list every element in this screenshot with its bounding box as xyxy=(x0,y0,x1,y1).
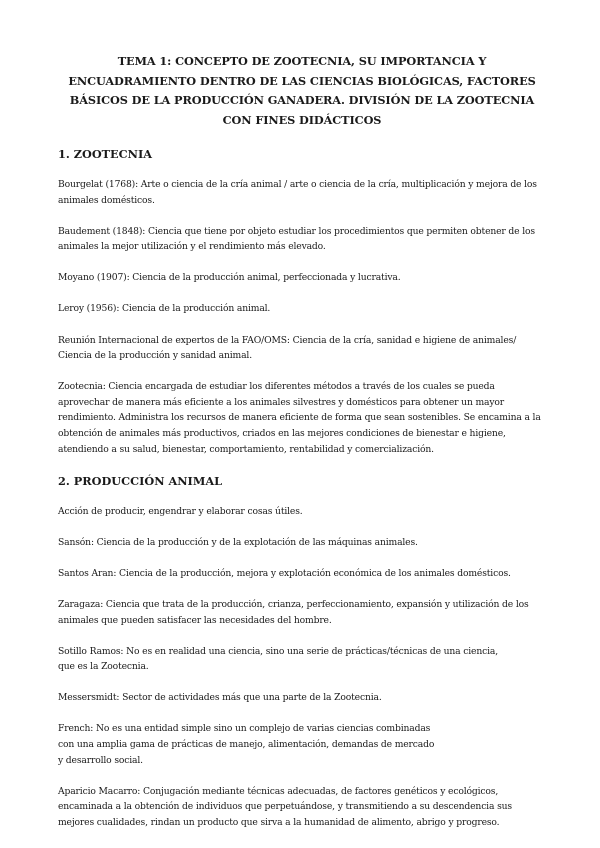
paragraph-santos-aran: Santos Aran: Ciencia de la producción, mejora y explotación económica de los animales domésticos. xyxy=(58,567,511,579)
section-heading-produccion-animal: 2. PRODUCCIÓN ANIMAL xyxy=(58,473,223,488)
paragraph-accion: Acción de producir, engendrar y elaborar cosas útiles. xyxy=(58,505,303,517)
paragraph-zootecnia-definition: Zootecnia: Ciencia encargada de estudiar los diferentes métodos a través de los cuales se pueda aprovechar de manera más eficiente a los animales silvestres y domésticos para obtener un mayor rendimiento. Administra los recursos de manera eficiente de forma que sean sostenibles. Se encamina a la obtención de animales más productivos, criados en las mejores condiciones de bienestar e higiene, atendiendo a su salud, bienestar, comportamiento, rentabilidad y comercialización. xyxy=(58,381,541,455)
paragraph-french: French: No es una entidad simple sino un complejo de varias ciencias combinadas con una amplia gama de prácticas de manejo, alimentación, demandas de mercado y desarrollo social. xyxy=(58,723,435,766)
document-page xyxy=(58,52,546,846)
paragraph-aparicio-macarro: Aparicio Macarro: Conjugación mediante técnicas adecuadas, de factores genéticos y ecológicos, encaminada a la obtención de individuos que perpetuándose, y transmitiendo a su descendencia sus mejores cualidades, rindan un producto que sirva a la humanidad de alimento, abrigo y progreso. xyxy=(58,785,512,828)
paragraph-sotillo-ramos: Sotillo Ramos: No es en realidad una ciencia, sino una serie de prácticas/técnicas de una ciencia, que es la Zootecnia. xyxy=(58,645,498,673)
paragraph-messersmidt: Messersmidt: Sector de actividades más que una parte de la Zootecnia. xyxy=(58,692,382,704)
paragraph-fao-oms: Reunión Internacional de expertos de la FAO/OMS: Ciencia de la cría, sanidad e higiene de animales/ Ciencia de la producción y sanidad animal. xyxy=(58,334,517,362)
paragraph-leroy: Leroy (1956): Ciencia de la producción animal. xyxy=(58,303,271,315)
paragraph-baudement: Baudement (1848): Ciencia que tiene por objeto estudiar los procedimientos que permiten obtener de los animales la mejor utilización y el rendimiento más elevado. xyxy=(58,225,535,253)
document-title: TEMA 1: CONCEPTO DE ZOOTECNIA, SU IMPORTANCIA Y ENCUADRAMIENTO DENTRO DE LAS CIENCIAS BIOLÓGICAS, FACTORES BÁSICOS DE LA PRODUCCIÓN GANADERA. DIVISIÓN DE LA ZOOTECNIA CON FINES DIDÁCTICOS xyxy=(68,54,536,127)
section-heading-zootecnia: 1. ZOOTECNIA xyxy=(58,147,153,161)
paragraph-sanson: Sansón: Ciencia de la producción y de la explotación de las máquinas animales. xyxy=(58,536,418,548)
paragraph-zaragaza: Zaragaza: Ciencia que trata de la producción, crianza, perfeccionamiento, expansión y utilización de los animales que pueden satisfacer las necesidades del hombre. xyxy=(58,599,529,626)
paragraph-moyano: Moyano (1907): Ciencia de la producción animal, perfeccionada y lucrativa. xyxy=(58,272,401,284)
paragraph-bourgelat: Bourgelat (1768): Arte o ciencia de la cría animal / arte o ciencia de la cría, multiplicación y mejora de los animales domésticos. xyxy=(58,179,537,206)
